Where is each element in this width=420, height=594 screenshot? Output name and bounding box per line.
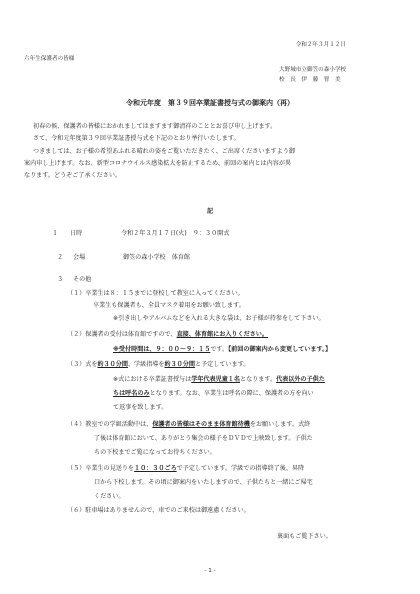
- note-3-text-c: と予定しています。: [194, 361, 250, 368]
- send-off-time: １０：３０ごろ: [134, 465, 177, 472]
- non-representative-note: 代表以外の子供た: [276, 376, 325, 383]
- name-call-only: ちは呼名のみ: [113, 390, 150, 397]
- note-2-line-1: [67, 330, 268, 339]
- note-4-line-3: ちの下校までご覧になってお待ちください。: [94, 449, 216, 456]
- note-4-text-a: （４）教室での学級活動中は、: [67, 421, 153, 428]
- item-3-label: その他: [73, 276, 92, 283]
- note-1-line-3: ※引き出しやアルバムなどを入れる大きな袋は、お子様が持参をして下さい。: [113, 315, 325, 322]
- intro-line-1: 初春の候、保護者の皆様におかれましてはますます御清祥のこととお喜び申し上げます。: [33, 123, 277, 130]
- item-3-number: ３: [57, 276, 64, 283]
- intro-line-2: さて、令和元年度第３９回卒業証書授与式を下記のとおり挙行いたします。: [33, 135, 240, 142]
- note-3-line-3: [113, 389, 314, 398]
- note-3-line-1: [67, 360, 249, 369]
- ki-heading: 記: [206, 208, 214, 215]
- note-4-line-2: 了後は体育館において、ありがとう集会の様子をＤＶＤで上映致します。子供た: [94, 435, 313, 442]
- item-1-value: 令和２年３月１７日(火) ９：３０開式: [121, 230, 230, 237]
- item-2-label: 会場: [73, 254, 86, 261]
- class-guidance-duration: 約３０分間: [164, 361, 195, 368]
- item-2-value: 御笠の森小学校 体育館: [123, 254, 191, 261]
- change-notice: 【前回の御案内から変更しています。】: [228, 346, 332, 353]
- see-reverse-note: 裏面もご覧下さい。: [277, 533, 332, 540]
- note-4-text-b: をお願いします。式終: [249, 421, 311, 428]
- note-5-line-1: [67, 464, 304, 473]
- note-5-text-b: で予定しています。学級での指導終了後、昇降: [176, 465, 305, 472]
- item-2-number: ２: [57, 254, 64, 261]
- representative-student: 学年代表児童１名: [191, 376, 240, 383]
- note-3-text-b: 、学級指導を: [127, 361, 165, 368]
- school-name: 大野城市立御笠の森小学校: [279, 67, 347, 73]
- item-1-label: 日時: [70, 230, 83, 237]
- reception-time: ※受付時間は、９：００～９：１５: [113, 346, 211, 353]
- document-title: 令和元年度 第３９回卒業証書授与式の御案内（再）: [126, 99, 294, 107]
- page-number: - 1 -: [204, 568, 216, 574]
- item-1-number: １: [52, 230, 59, 237]
- intro-line-3: つきましては、お子様の希望あふれる晴れの姿をご覧いただきたく、ご出席くださいますよう御: [33, 148, 295, 155]
- note-1-line-1: （１）卒業生は８：１５までに登校して教室に入ってください。: [67, 290, 244, 297]
- note-5-text-a: （５）卒業生の見送りを: [67, 465, 135, 472]
- note-5-line-3: ください。: [94, 493, 125, 500]
- parents-wait-gym: 保護者の皆様はそのまま体育館待機: [152, 421, 250, 428]
- principal-name: 校 長 伊 藤 智 美: [279, 77, 341, 83]
- reception-time-suffix: です。: [210, 346, 229, 353]
- addressee: 六年生保護者の皆様: [24, 56, 75, 62]
- note-2-line-2: [113, 345, 331, 354]
- note-2-text: （２）保護者の受付は体育館ですので、: [67, 331, 177, 338]
- note-2-emphasis: 直接、体育館にお入りください。: [176, 331, 268, 338]
- note-3-line-2: [113, 375, 325, 384]
- note-3-line-4: て返事を致します。: [113, 404, 168, 411]
- note-3-text-d: ※式における卒業証書授与は: [113, 376, 192, 383]
- issue-date: 令和２年３月１２日: [295, 42, 346, 48]
- intro-line-4: 案内申し上げます。なお、新型コロナウイルス感染拡大を防止するため、前回の案内とは内容が異: [24, 160, 292, 167]
- note-5-line-2: 口から下校します。その頃に御案内をいたしますので、子供たちと一緒にご帰宅: [94, 479, 313, 486]
- note-6-line-1: （６）駐車場はありませんので、車でのご来校は御遠慮ください。: [67, 507, 250, 514]
- note-1-line-2: 卒業生も保護者も、全員マスク着用をお願い致します。: [93, 302, 245, 309]
- note-4-line-1: [67, 420, 310, 429]
- ceremony-duration: 約３０分間: [97, 361, 128, 368]
- note-3-text-a: （３）式を: [67, 361, 98, 368]
- intro-line-5: なります。どうぞご了承ください。: [24, 172, 122, 179]
- note-3-text-f: となります。なお、卒業生は呼名の際に、保護者の方を向い: [149, 390, 314, 397]
- note-3-text-e: となります。: [239, 376, 277, 383]
